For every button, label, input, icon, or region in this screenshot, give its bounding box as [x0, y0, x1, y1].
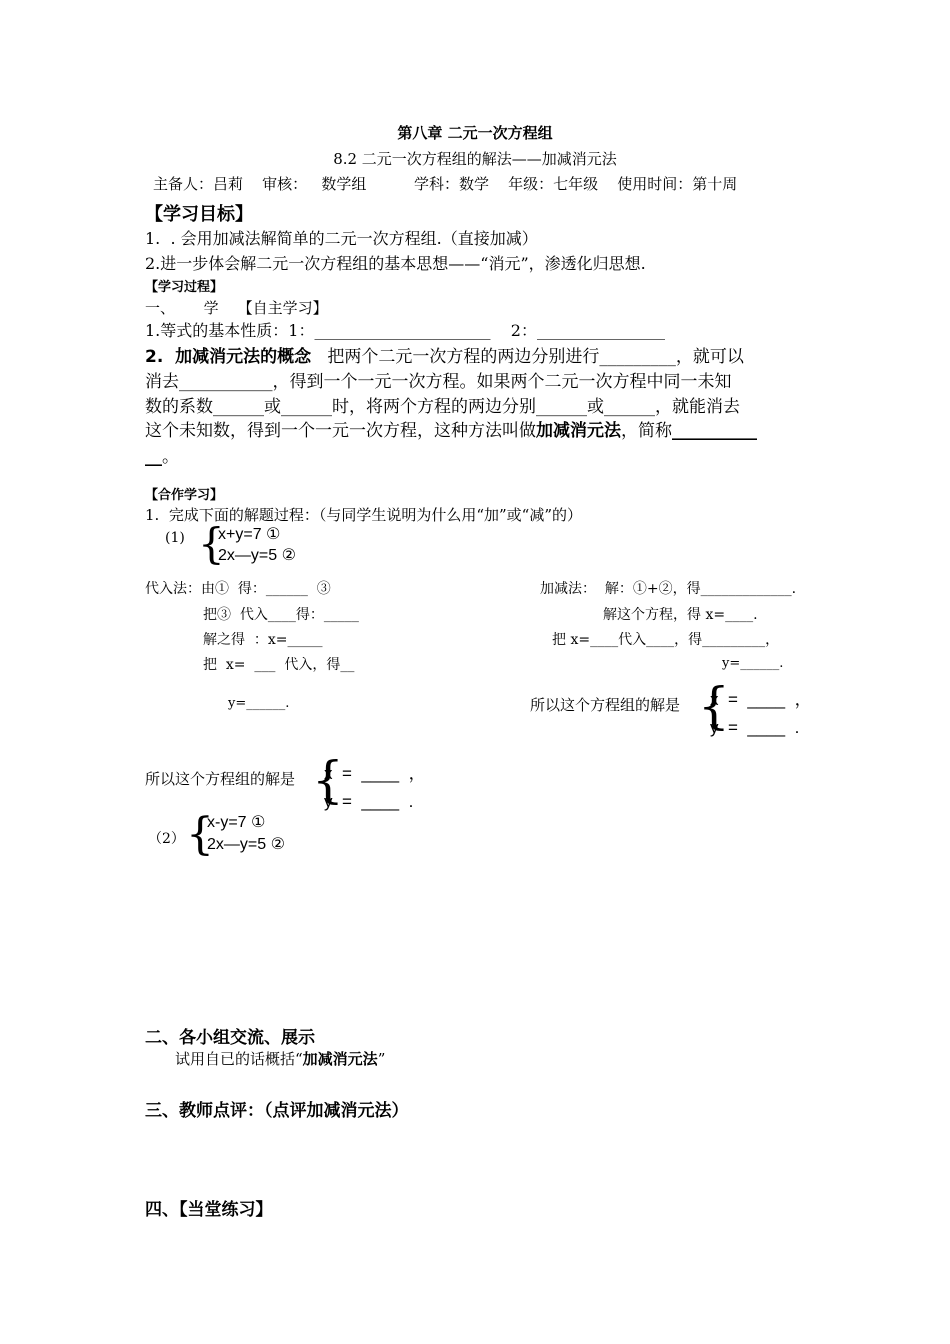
process-heading: 【学习过程】	[145, 280, 224, 295]
chapter-title: 第八章 二元一次方程组	[397, 124, 553, 142]
concept-term: 加减消元法	[536, 421, 621, 441]
equation-1: x+y=7 ①	[218, 526, 281, 543]
substitution-step-1: 代入法：由① 得：______ ③	[145, 581, 331, 597]
concept-text: 把两个二元一次方程的两边分别进行_________，就可以	[311, 347, 744, 367]
problem-2-label: （2）	[148, 831, 185, 847]
solution-x: x = ____ ，	[324, 764, 426, 783]
part4-heading: 四、【当堂练习】	[145, 1200, 273, 1220]
brace-icon: {	[312, 751, 344, 809]
instruction-text: ”	[377, 1050, 386, 1068]
solution-y: y = ____ .	[710, 718, 800, 737]
solution-prefix: 所以这个方程组的解是	[145, 770, 296, 788]
question-2-line-4	[145, 416, 757, 441]
substitution-step-2: 把③ 代入____得：_____	[203, 607, 359, 623]
meta-line: 主备人：吕莉 审核： 数学组 学科：数学 年级：七年级 使用时间：第十周	[153, 175, 738, 193]
part2-instruction	[175, 1048, 385, 1069]
solution-prefix: 所以这个方程组的解是	[530, 696, 681, 714]
part2-heading: 二、各小组交流、展示	[145, 1028, 315, 1048]
equation-1: x-y=7 ①	[207, 814, 266, 831]
coop-heading: 【合作学习】	[145, 488, 224, 503]
solution-y: y = ____ .	[324, 792, 414, 811]
coop-task: 1. 完成下面的解题过程：（与同学生说明为什么用“加”或“减”的）	[145, 506, 583, 524]
problem-1-label: (1)	[165, 530, 185, 546]
brace-icon: {	[186, 809, 214, 860]
question-2-line-5	[145, 442, 179, 467]
objectives-heading: 【学习目标】	[145, 204, 253, 225]
instruction-term: 加减消元法	[302, 1050, 378, 1068]
question-1: 1.等式的基本性质：1：______________________ 2：________________	[145, 321, 665, 340]
elimination-step-3: 把 x=____代入____，得_________，	[552, 632, 780, 648]
part1-title: 一、 学 【自主学习】	[145, 299, 328, 317]
substitution-step-4: 把 x= ___ 代入，得__	[203, 657, 355, 673]
elimination-step-2: 解这个方程，得 x=____.	[603, 607, 758, 623]
question-2-line-1	[145, 342, 744, 367]
objective-item: 1. . 会用加减法解简单的二元一次方程组.（直接加减）	[145, 229, 538, 248]
question-2-line-2: 消去___________，得到一个一元一次方程。如果两个二元一次方程中同一未知	[145, 372, 732, 392]
solution-x: x = ____ ，	[710, 690, 812, 709]
question-2-line-3: 数的系数______或______时，将两个方程的两边分别______或______，就能消去	[145, 397, 740, 417]
substitution-step-5: y=______.	[228, 696, 290, 711]
section-title: 8.2 二元一次方程组的解法——加减消元法	[333, 150, 617, 168]
concept-text: ，简称	[621, 421, 672, 441]
answer-blank: __________	[672, 421, 757, 441]
substitution-step-3: 解之得 ：x=_____	[203, 632, 323, 648]
objective-item: 2.进一步体会解二元一次方程组的基本思想——“消元”，渗透化归思想.	[145, 254, 646, 273]
instruction-text: 试用自已的话概括“	[175, 1050, 303, 1068]
elimination-step-1: 加减法： 解：①+②，得_____________.	[540, 581, 797, 597]
brace-icon: {	[698, 677, 730, 735]
brace-icon: {	[198, 519, 225, 568]
answer-blank: __	[145, 447, 162, 467]
elimination-step-4: y=______.	[722, 656, 784, 671]
concept-text: 这个未知数，得到一个一元一次方程，这种方法叫做	[145, 421, 536, 441]
part3-heading: 三、教师点评：（点评加减消元法）	[145, 1101, 409, 1121]
concept-label: 2. 加减消元法的概念	[145, 347, 312, 367]
equation-2: 2x—y=5 ②	[207, 836, 285, 853]
equation-2: 2x—y=5 ②	[218, 547, 296, 564]
concept-text: 。	[162, 447, 179, 467]
